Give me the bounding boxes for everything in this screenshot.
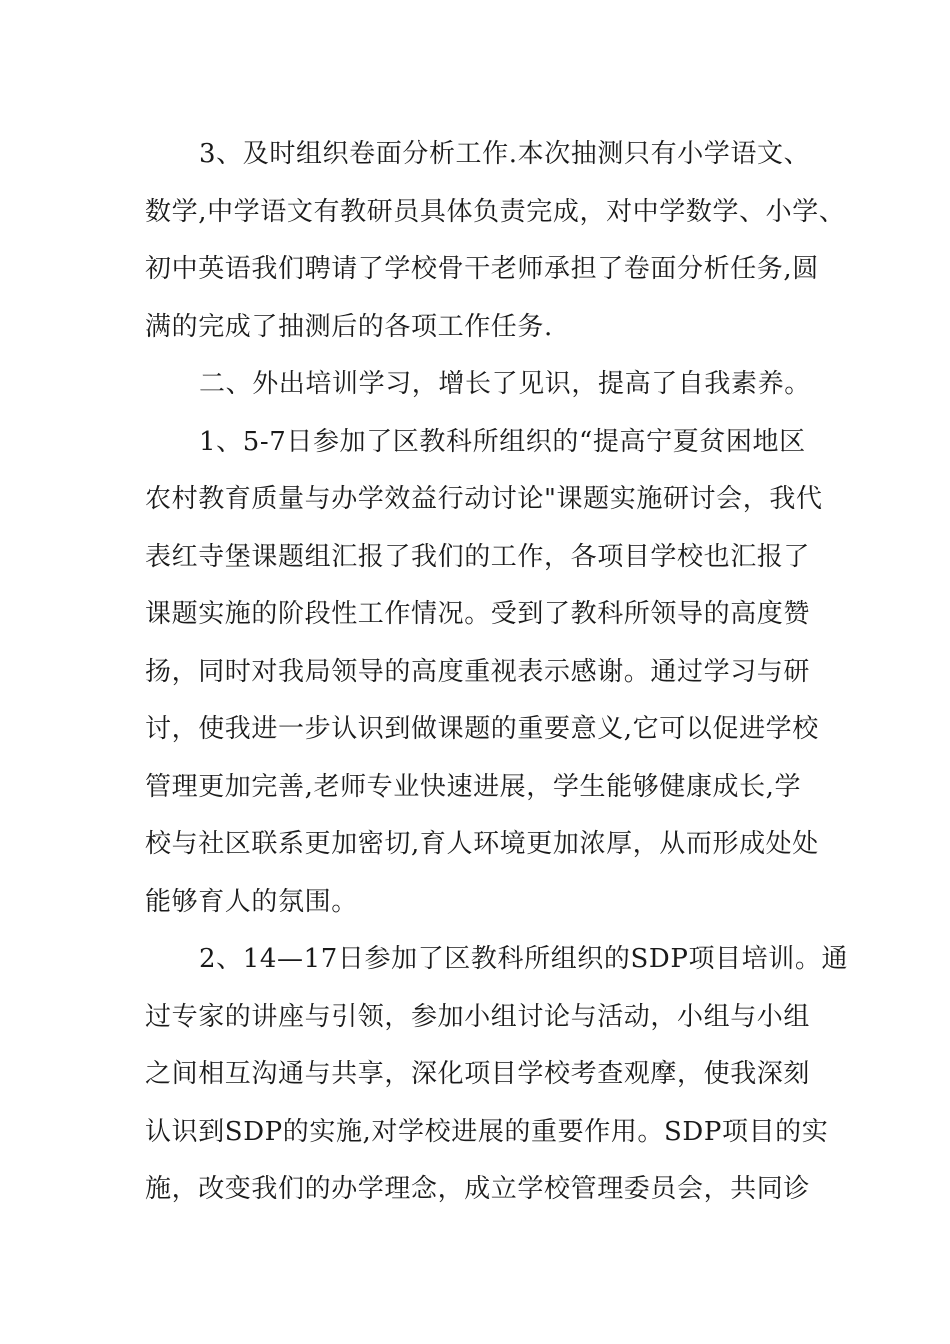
text-line: 初中英语我们聘请了学校骨干老师承担了卷面分析任务,圆 [145, 254, 819, 284]
text-line: 认识到SDP的实施,对学校进展的重要作用。SDP项目的实 [145, 1116, 829, 1147]
text-line: 扬，同时对我局领导的高度重视表示感谢。通过学习与研 [145, 656, 811, 687]
text-line: 课题实施的阶段性工作情况。受到了教科所领导的高度赞 [145, 599, 811, 629]
text-line: 能够育人的氛围。 [145, 886, 358, 917]
text-line: 3、及时组织卷面分析工作.本次抽测只有小学语文、 [199, 139, 811, 169]
paragraph-exam-analysis [145, 126, 846, 356]
text-line: 施，改变我们的办学理念，成立学校管理委员会，共同诊 [145, 1174, 811, 1204]
text-line: 表红寺堡课题组汇报了我们的工作，各项目学校也汇报了 [145, 541, 811, 572]
text-line: 数学,中学语文有教研员具体负责完成，对中学数学、小学、 [145, 196, 846, 227]
text-line: 农村教育质量与办学效益行动讨论"课题实施研讨会，我代 [145, 484, 823, 514]
paragraph-seminar [145, 414, 821, 932]
paragraph-sdp-training [145, 931, 849, 1219]
section-heading-training [145, 356, 821, 414]
document-body [145, 126, 849, 1219]
text-line: 过专家的讲座与引领，参加小组讨论与活动，小组与小组 [145, 1001, 811, 1032]
text-line: 校与社区联系更加密切,育人环境更加浓厚，从而形成处处 [145, 829, 819, 859]
text-line: 讨，使我进一步认识到做课题的重要意义,它可以促进学校 [145, 714, 819, 744]
text-line: 二、外出培训学习，增长了见识，提高了自我素养。 [199, 369, 811, 399]
text-line: 之间相互沟通与共享，深化项目学校考查观摩，使我深刻 [145, 1059, 811, 1089]
text-line: 满的完成了抽测后的各项工作任务. [145, 311, 553, 342]
text-line: 管理更加完善,老师专业快速进展，学生能够健康成长,学 [145, 771, 802, 802]
text-line: 2、14—17日参加了区教科所组织的SDP项目培训。通 [199, 944, 849, 974]
text-line: 1、5-7日参加了区教科所组织的“提高宁夏贫困地区 [199, 426, 806, 457]
